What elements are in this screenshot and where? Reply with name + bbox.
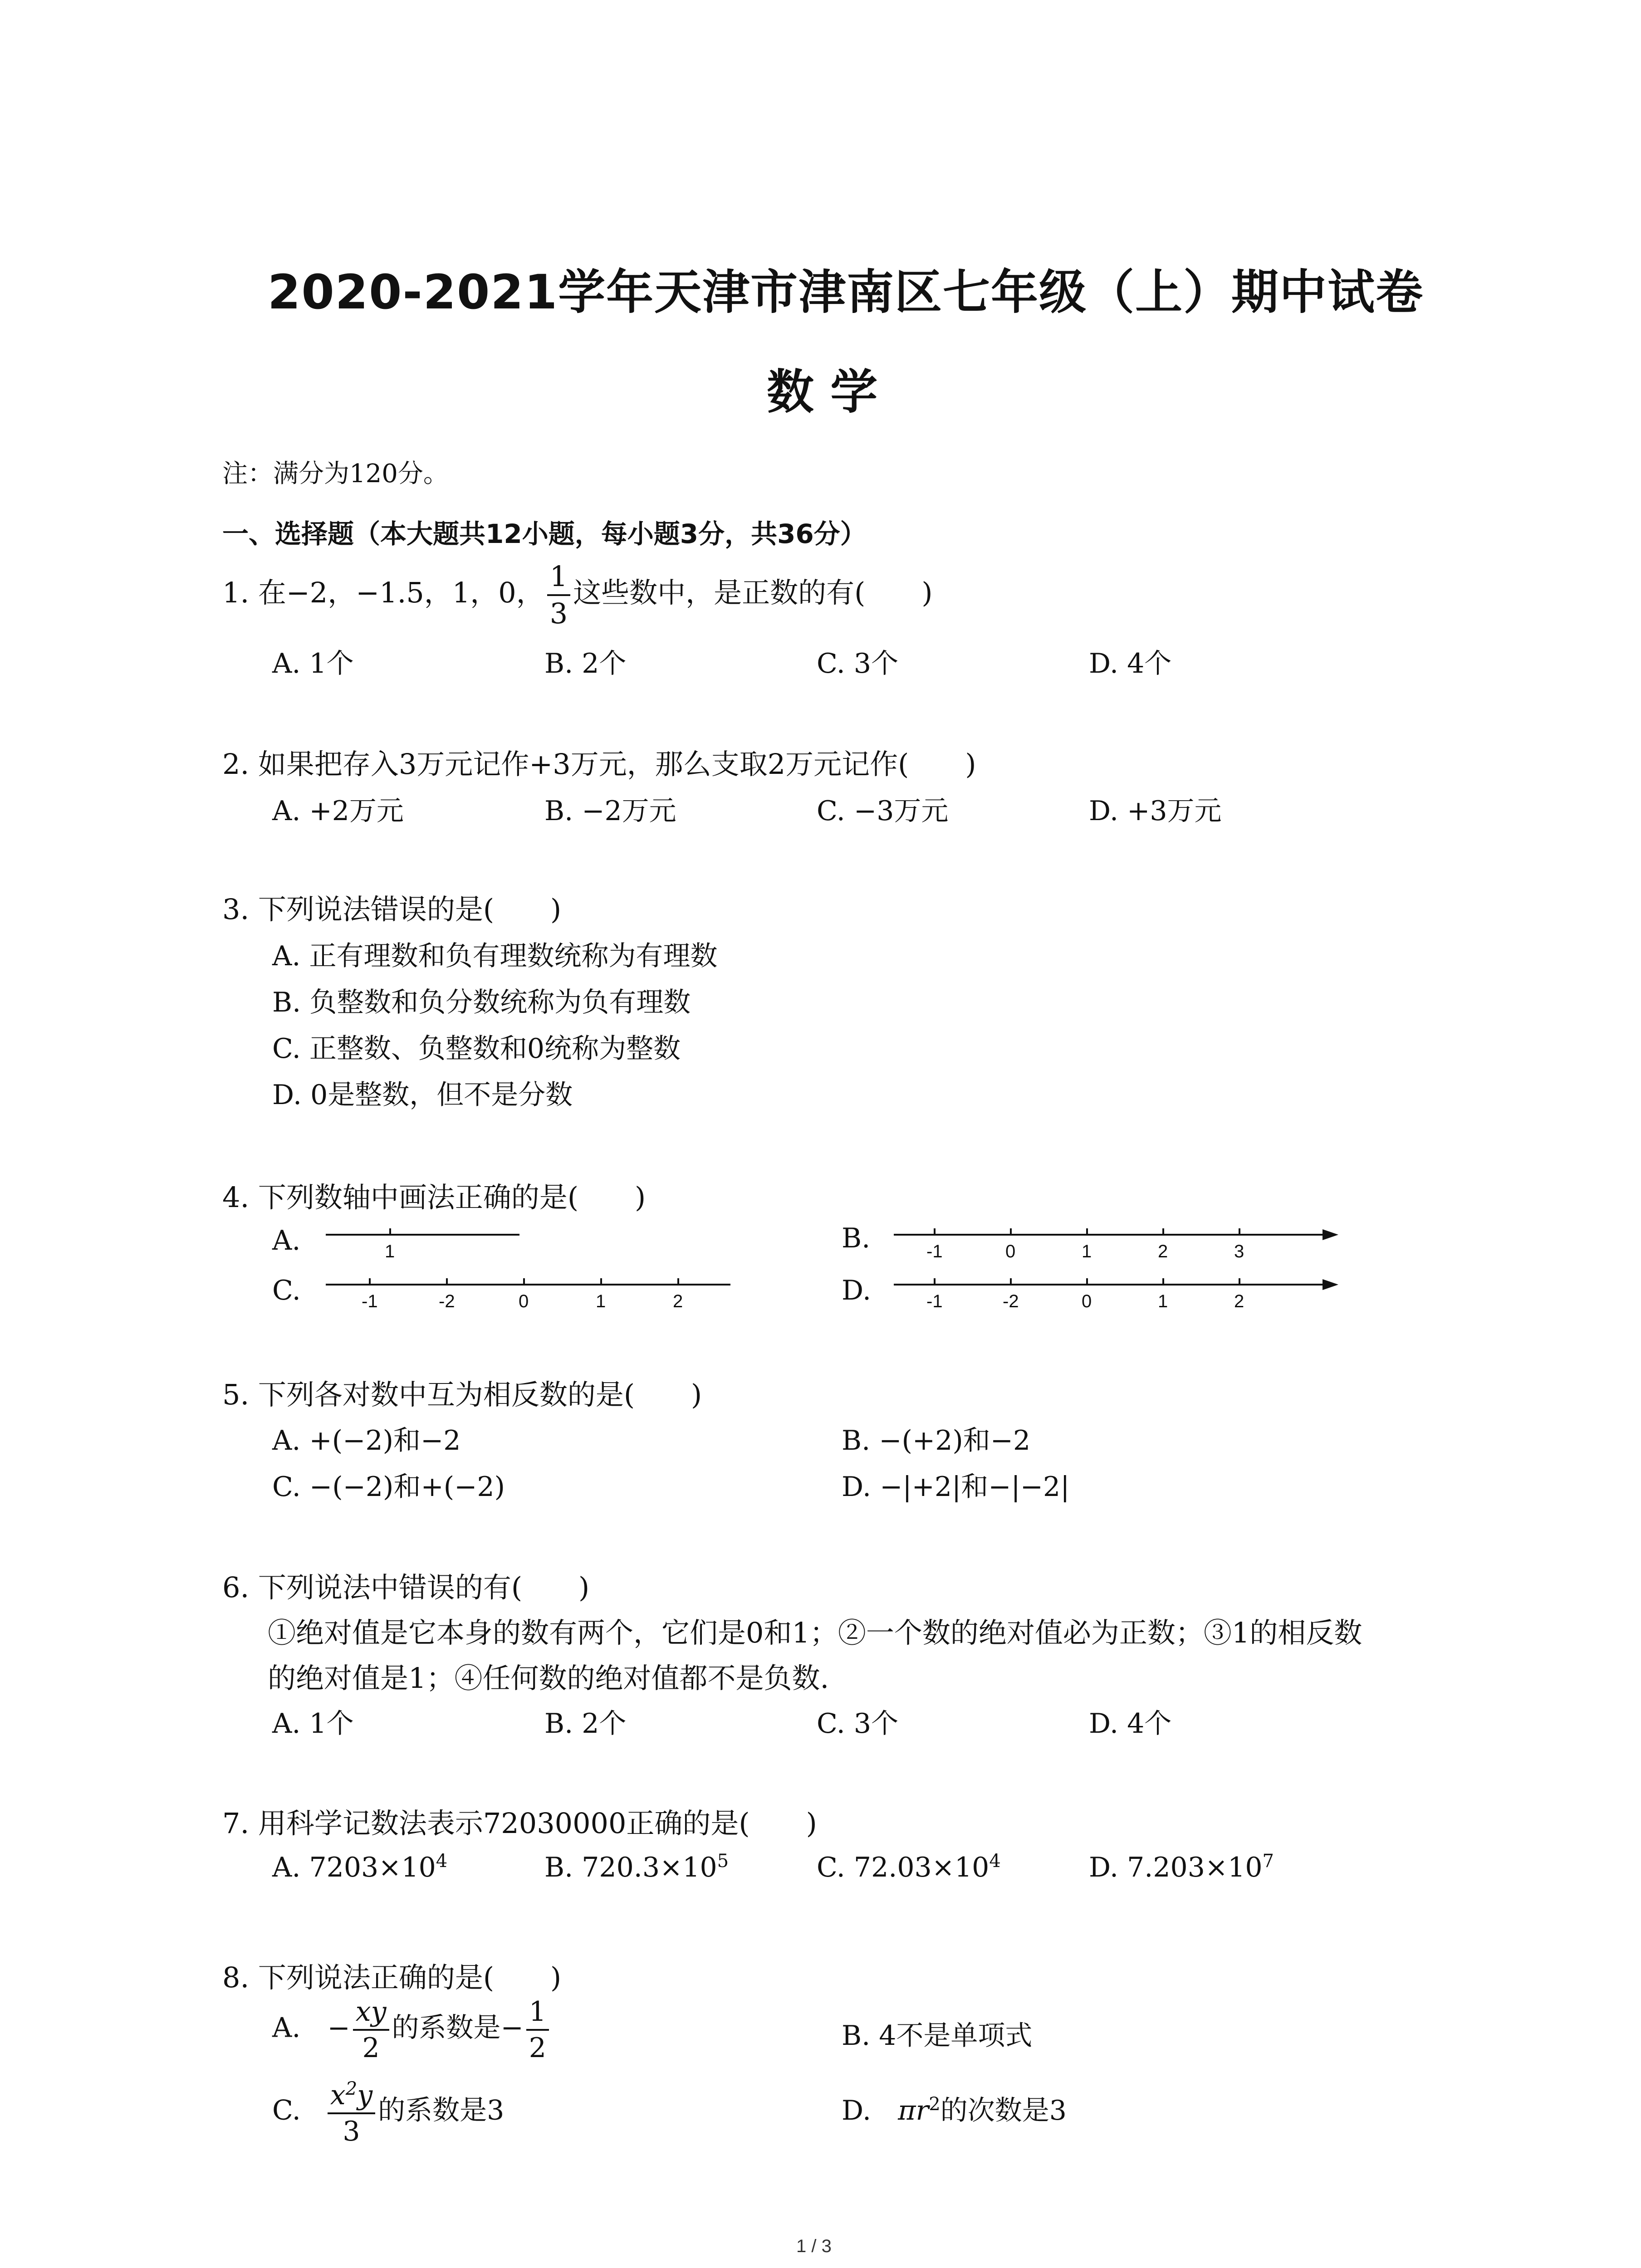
number-line-d (889, 1270, 1343, 1320)
option-a: A. +2万元 (272, 795, 404, 827)
question-5: 5. 下列各对数中互为相反数的是( ) (222, 1378, 702, 1411)
tick-label: 0 (519, 1291, 529, 1311)
option-a: A. (272, 1225, 301, 1256)
option-a: A. 正有理数和负有理数统称为有理数 (272, 940, 718, 972)
question-1: 1. 在−2，−1.5，1，0， $\frac{1}{3}$ 这些数中，是正数的有( ) (222, 560, 933, 630)
question-6: 6. 下列说法中错误的有( ) (222, 1571, 590, 1604)
tick-label: 1 (385, 1242, 395, 1261)
option-c: C. (272, 1275, 301, 1306)
option-d: D. 4个 (1089, 1708, 1172, 1740)
option-d: D. +3万元 (1089, 795, 1222, 827)
number-line-a (318, 1220, 535, 1270)
option-a: A. 1个 (272, 648, 354, 679)
fraction: $\frac{xy}{2}$ (353, 1998, 389, 2062)
option-b: B. −(+2)和−2 (842, 1425, 1031, 1457)
number-line-c (318, 1270, 749, 1320)
option-d: D. 0是整数，但不是分数 (272, 1079, 573, 1111)
tick-label: 0 (1082, 1291, 1092, 1311)
score-note: 注：满分为120分。 (222, 459, 449, 489)
tick-label: 1 (1158, 1291, 1168, 1311)
option-b: B. −2万元 (544, 795, 676, 827)
question-3: 3. 下列说法错误的是( ) (222, 893, 562, 926)
option-a: A. +(−2)和−2 (272, 1425, 461, 1457)
exam-title: 2020-2021学年天津市津南区七年级（上）期中试卷 (268, 264, 1424, 320)
option-d: D. −|+2|和−|−2| (842, 1471, 1070, 1503)
option-d: D. (842, 1275, 872, 1306)
tick-label: -1 (926, 1291, 943, 1311)
tick-label: 2 (1158, 1242, 1168, 1261)
option-c: C. 3个 (817, 1708, 899, 1740)
option-b: B. (842, 1222, 871, 1254)
number-line-b (889, 1220, 1343, 1270)
option-c: C. −3万元 (817, 795, 949, 827)
tick-label: -2 (439, 1291, 455, 1311)
page-number: 1 / 3 (796, 2236, 832, 2256)
question-2: 2. 如果把存入3万元记作+3万元，那么支取2万元记作( ) (222, 748, 976, 781)
option-b: B. 负整数和负分数统称为负有理数 (272, 987, 691, 1018)
question-7: 7. 用科学记数法表示72030000正确的是( ) (222, 1807, 817, 1840)
tick-label: 1 (1082, 1242, 1092, 1261)
option-c: C. $72.03\times 10^4$ (817, 1851, 1001, 1883)
option-d: D. $7.203\times 10^7$ (1089, 1851, 1274, 1883)
option-b: B. 4不是单项式 (842, 2020, 1033, 2052)
tick-label: 0 (1005, 1242, 1016, 1261)
option-c: C. 正整数、负整数和0统称为整数 (272, 1033, 681, 1065)
subject-title: 数 学 (767, 364, 878, 420)
option-a: A. − $\frac{xy}{2}$ 的系数是− $\frac{1}{2}$ (272, 1998, 552, 2062)
option-a: A. $7203\times 10^4$ (272, 1851, 448, 1883)
tick-label: -1 (362, 1291, 378, 1311)
tick-label: -1 (926, 1242, 943, 1261)
question-4: 4. 下列数轴中画法正确的是( ) (222, 1181, 646, 1214)
option-b: B. 2个 (544, 1708, 627, 1740)
arrow-icon (1323, 1279, 1338, 1290)
option-c: C. $\frac{x^2y}{3}$ 的系数是3 (272, 2078, 505, 2147)
option-d: D. $\pi r^2$的次数是3 (842, 2094, 1067, 2126)
fraction: $\frac{x^2y}{3}$ (328, 2080, 375, 2145)
fraction: $\frac{1}{3}$ (547, 562, 570, 628)
fraction: $\frac{1}{2}$ (526, 1998, 549, 2062)
option-d: D. 4个 (1089, 648, 1172, 679)
question-6-line-1: ①绝对值是它本身的数有两个，它们是0和1；②一个数的绝对值必为正数；③1的相反数 (268, 1616, 1362, 1649)
tick-label: 3 (1234, 1242, 1244, 1261)
option-a: A. 1个 (272, 1708, 354, 1740)
tick-label: 1 (596, 1291, 606, 1311)
option-b: B. $720.3\times 10^5$ (544, 1851, 729, 1883)
question-8: 8. 下列说法正确的是( ) (222, 1961, 562, 1994)
section-heading: 一、选择题（本大题共12小题，每小题3分，共36分） (222, 518, 867, 549)
option-b: B. 2个 (544, 648, 627, 679)
tick-label: 2 (1234, 1291, 1244, 1311)
tick-label: -2 (1003, 1291, 1019, 1311)
tick-label: 2 (673, 1291, 683, 1311)
arrow-icon (1323, 1229, 1338, 1240)
option-c: C. 3个 (817, 648, 899, 679)
question-stem: 1. 在−2，−1.5，1，0， (222, 576, 544, 610)
question-6-line-2: 的绝对值是1；④任何数的绝对值都不是负数. (268, 1662, 829, 1695)
option-c: C. −(−2)和+(−2) (272, 1471, 505, 1503)
